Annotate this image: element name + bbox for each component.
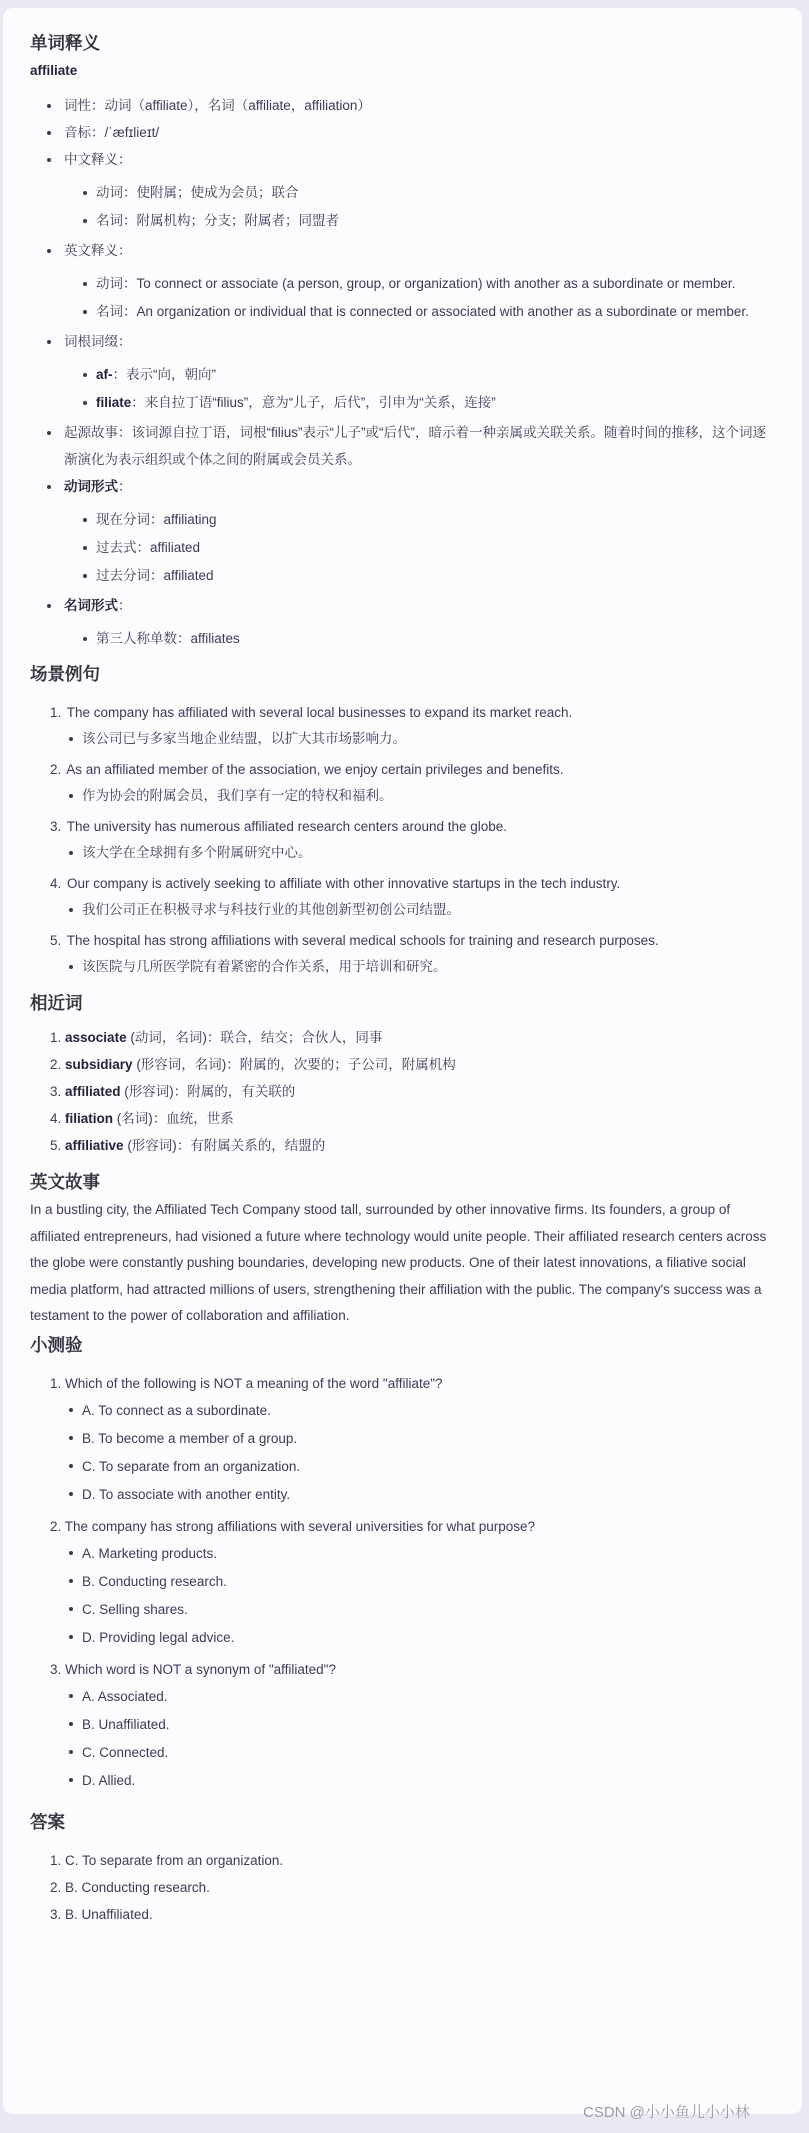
root-desc: ：表示“向，朝向” [112, 367, 216, 382]
roots-label: 词根词缀： [64, 334, 132, 349]
item-number: 3. [50, 1906, 62, 1922]
colon: ： [118, 479, 132, 494]
answer-item [30, 1874, 775, 1901]
item-number: 1. [50, 1030, 62, 1045]
root-term: filiate [96, 395, 132, 410]
synonym-desc: (形容词)：有附属关系的，结盟的 [123, 1138, 326, 1153]
roots-list [64, 361, 775, 417]
synonym-word: affiliated [65, 1084, 121, 1099]
synonym-word: subsidiary [65, 1057, 133, 1072]
synonym-item [30, 1024, 775, 1051]
option: C. Connected. [50, 1739, 775, 1767]
example-en: The hospital has strong affiliations with several medical schools for training and research purposes. [66, 933, 659, 948]
synonym-item [30, 1051, 775, 1078]
definition-section [30, 30, 775, 653]
options-list [50, 1540, 775, 1652]
definition-list [30, 92, 775, 653]
example-item [30, 870, 775, 923]
story-section [30, 1169, 775, 1330]
synonym-item [30, 1132, 775, 1159]
english-meaning-label: 英文释义： [64, 243, 132, 258]
synonym-word: affiliative [65, 1138, 124, 1153]
verb-forms-label: 动词形式 [64, 479, 118, 494]
synonym-desc: (名词)：血统，世系 [113, 1111, 234, 1126]
list-item: 过去式：affiliated [64, 534, 775, 562]
item-number: 4. [50, 876, 62, 891]
item-number: 1. [50, 1375, 62, 1391]
question-text: Which of the following is NOT a meaning of the word "affiliate"? [65, 1375, 443, 1391]
chinese-meaning [30, 146, 775, 235]
example-en: Our company is actively seeking to affiliate with other innovative startups in the tech industry. [67, 876, 621, 891]
section-heading-examples: 场景例句 [30, 664, 100, 684]
item-number: 2. [50, 1879, 62, 1895]
english-meaning [30, 237, 775, 326]
list-item: 动词：To connect or associate (a person, group, or organization) with another as a subordinate or member. [64, 270, 775, 298]
example-zh: 该医院与几所医学院有着紧密的合作关系，用于培训和研究。 [50, 954, 775, 980]
article-card [3, 8, 802, 2114]
root-desc: ：来自拉丁语“filius”，意为“儿子，后代”，引申为“关系，连接” [131, 395, 496, 410]
english-meaning-list [64, 270, 775, 326]
example-zh: 作为协会的附属会员，我们享有一定的特权和福利。 [50, 783, 775, 809]
list-item: 动词：使附属；使成为会员；联合 [64, 179, 775, 207]
item-number: 3. [50, 819, 62, 834]
quiz-question [30, 1656, 775, 1795]
chinese-meaning-list [64, 179, 775, 235]
synonym-word: filiation [65, 1111, 114, 1126]
synonym-desc: (形容词，名词)：附属的，次要的；子公司，附属机构 [132, 1057, 456, 1072]
item-number: 4. [50, 1111, 62, 1126]
answers-section [30, 1809, 775, 1928]
roots-affixes [30, 328, 775, 417]
item-number: 5. [50, 1138, 62, 1153]
options-list [50, 1683, 775, 1795]
example-zh: 我们公司正在积极寻求与科技行业的其他创新型初创公司结盟。 [50, 897, 775, 923]
section-heading-quiz: 小测验 [30, 1334, 83, 1355]
root-term: af- [96, 367, 113, 382]
list-item: 名词：附属机构；分支；附属者；同盟者 [64, 207, 775, 235]
quiz-list [30, 1370, 775, 1795]
answers-list [30, 1847, 775, 1928]
synonyms-list [30, 1024, 775, 1159]
quiz-question [30, 1370, 775, 1509]
item-number: 5. [50, 933, 62, 948]
quiz-section [30, 1332, 775, 1795]
synonym-desc: (动词，名词)：联合，结交；合伙人，同事 [126, 1030, 383, 1045]
csdn-watermark: CSDN @小小鱼儿小小林 [583, 2104, 750, 2121]
list-item [64, 389, 775, 417]
option: D. Providing legal advice. [50, 1624, 775, 1652]
synonym-word: associate [65, 1030, 127, 1045]
list-item: 名词：An organization or individual that is connected or associated with another as a subordinate or member. [64, 298, 775, 326]
example-en: As an affiliated member of the association, we enjoy certain privileges and benefits. [66, 762, 564, 777]
item-number: 2. [50, 1057, 62, 1072]
option: B. Conducting research. [50, 1568, 775, 1596]
option: D. To associate with another entity. [50, 1481, 775, 1509]
synonyms-section [30, 990, 775, 1159]
answer-item [30, 1847, 775, 1874]
headword: affiliate [30, 63, 78, 78]
option: C. To separate from an organization. [50, 1453, 775, 1481]
phonetic: 音标：/ˈæfɪlieɪt/ [30, 119, 775, 146]
noun-forms [30, 592, 775, 653]
section-heading-synonyms: 相近词 [30, 993, 83, 1013]
question-text: Which word is NOT a synonym of "affiliated"? [65, 1661, 336, 1677]
option: D. Allied. [50, 1767, 775, 1795]
item-number: 2. [50, 762, 62, 777]
list-item: 第三人称单数：affiliates [64, 625, 775, 653]
part-of-speech: 词性：动词（affiliate），名词（affiliate，affiliation） [30, 92, 775, 119]
question-text: The company has strong affiliations with several universities for what purpose? [64, 1518, 536, 1534]
answer-text: B. Conducting research. [65, 1879, 210, 1895]
examples-list [30, 699, 775, 980]
option: C. Selling shares. [50, 1596, 775, 1624]
item-number: 3. [50, 1084, 62, 1099]
example-item [30, 756, 775, 809]
example-zh: 该公司已与多家当地企业结盟，以扩大其市场影响力。 [50, 726, 775, 752]
example-item [30, 699, 775, 752]
list-item: 现在分词：affiliating [64, 506, 775, 534]
chinese-meaning-label: 中文释义： [64, 152, 132, 167]
noun-forms-label: 名词形式 [64, 598, 118, 613]
quiz-question [30, 1513, 775, 1652]
example-en: The university has numerous affiliated research centers around the globe. [66, 819, 508, 834]
noun-forms-list [64, 625, 775, 653]
origin-story: 起源故事：该词源自拉丁语，词根“filius”表示“儿子”或“后代”，暗示着一种亲属或关联关系。随着时间的推移，这个词逐渐演化为表示组织或个体之间的附属或会员关系。 [30, 419, 775, 473]
example-item [30, 813, 775, 866]
answer-item [30, 1901, 775, 1928]
list-item: 过去分词：affiliated [64, 562, 775, 590]
synonym-item [30, 1105, 775, 1132]
verb-forms-list [64, 506, 775, 590]
colon: ： [118, 598, 132, 613]
section-heading-answers: 答案 [30, 1811, 65, 1832]
examples-section [30, 661, 775, 980]
list-item [64, 361, 775, 389]
item-number: 3. [50, 1661, 62, 1677]
option: B. To become a member of a group. [50, 1425, 775, 1453]
option: A. To connect as a subordinate. [50, 1397, 775, 1425]
example-en: The company has affiliated with several local businesses to expand its market reach. [66, 705, 573, 720]
item-number: 1. [50, 705, 62, 720]
example-item [30, 927, 775, 980]
section-heading-story: 英文故事 [30, 1172, 100, 1192]
options-list [50, 1397, 775, 1509]
option: B. Unaffiliated. [50, 1711, 775, 1739]
option: A. Marketing products. [50, 1540, 775, 1568]
verb-forms [30, 473, 775, 590]
section-heading-definition: 单词释义 [30, 33, 100, 53]
answer-text: C. To separate from an organization. [65, 1852, 284, 1868]
answer-text: B. Unaffiliated. [65, 1906, 153, 1922]
synonym-desc: (形容词)：附属的，有关联的 [120, 1084, 296, 1099]
item-number: 1. [50, 1852, 62, 1868]
example-zh: 该大学在全球拥有多个附属研究中心。 [50, 840, 775, 866]
option: A. Associated. [50, 1683, 775, 1711]
synonym-item [30, 1078, 775, 1105]
item-number: 2. [50, 1518, 62, 1534]
story-text: In a bustling city, the Affiliated Tech Company stood tall, surrounded by other innovative firms. Its founders, a group of affiliated entrepreneurs, had visioned a future where technology would unite people. Their affiliated research centers across the globe were constantly pushing boundaries, developing new products. One of their latest innovations, a filiative social media platform, had attracted millions of users, strengthening their affiliation with the public. The company's success was a testament to the power of collaboration and affiliation. [30, 1202, 767, 1323]
